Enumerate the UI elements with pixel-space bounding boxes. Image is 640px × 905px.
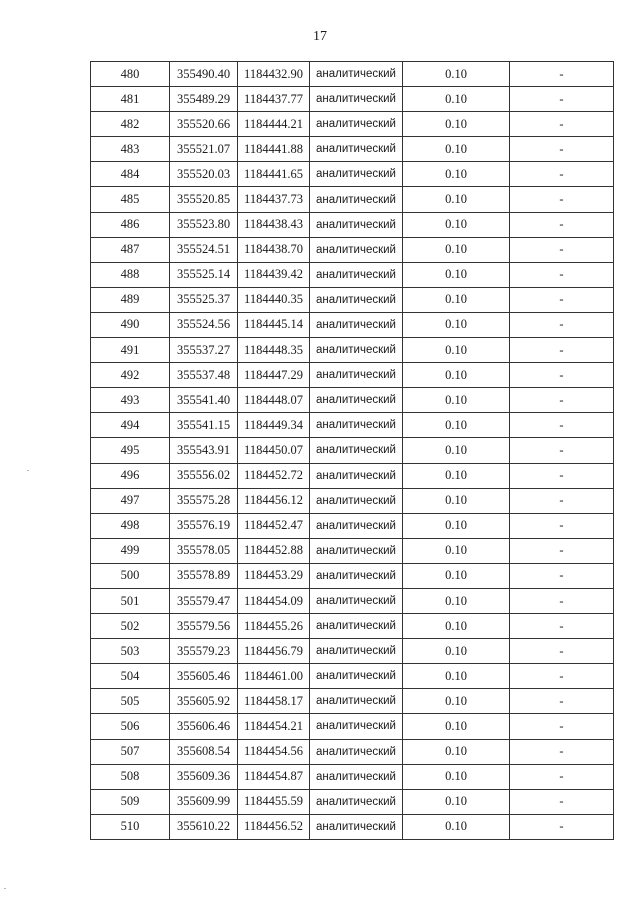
point-number-cell: 500: [91, 563, 170, 588]
point-number-cell: 491: [91, 338, 170, 363]
coordinates-table: [90, 61, 614, 840]
method-cell: аналитический: [310, 162, 403, 187]
y-coordinate-cell: 1184440.35: [238, 287, 310, 312]
point-number-cell: 480: [91, 62, 170, 87]
accuracy-cell: 0.10: [403, 814, 510, 839]
y-coordinate-cell: 1184437.77: [238, 87, 310, 112]
point-number-cell: 505: [91, 689, 170, 714]
note-cell: -: [510, 764, 614, 789]
accuracy-cell: 0.10: [403, 614, 510, 639]
y-coordinate-cell: 1184452.47: [238, 513, 310, 538]
table-row: [91, 413, 614, 438]
method-cell: аналитический: [310, 588, 403, 613]
note-cell: -: [510, 62, 614, 87]
table-row: [91, 789, 614, 814]
y-coordinate-cell: 1184447.29: [238, 363, 310, 388]
note-cell: -: [510, 463, 614, 488]
point-number-cell: 489: [91, 287, 170, 312]
accuracy-cell: 0.10: [403, 714, 510, 739]
x-coordinate-cell: 355520.66: [170, 112, 238, 137]
x-coordinate-cell: 355537.27: [170, 338, 238, 363]
method-cell: аналитический: [310, 463, 403, 488]
point-number-cell: 499: [91, 538, 170, 563]
method-cell: аналитический: [310, 338, 403, 363]
y-coordinate-cell: 1184452.72: [238, 463, 310, 488]
method-cell: аналитический: [310, 664, 403, 689]
table-row: [91, 87, 614, 112]
table-body: [91, 62, 614, 840]
accuracy-cell: 0.10: [403, 312, 510, 337]
y-coordinate-cell: 1184456.79: [238, 639, 310, 664]
note-cell: -: [510, 513, 614, 538]
y-coordinate-cell: 1184452.88: [238, 538, 310, 563]
point-number-cell: 483: [91, 137, 170, 162]
method-cell: аналитический: [310, 262, 403, 287]
accuracy-cell: 0.10: [403, 338, 510, 363]
page-number: 17: [313, 29, 327, 44]
note-cell: -: [510, 262, 614, 287]
x-coordinate-cell: 355556.02: [170, 463, 238, 488]
x-coordinate-cell: 355489.29: [170, 87, 238, 112]
point-number-cell: 482: [91, 112, 170, 137]
y-coordinate-cell: 1184449.34: [238, 413, 310, 438]
point-number-cell: 503: [91, 639, 170, 664]
method-cell: аналитический: [310, 363, 403, 388]
accuracy-cell: 0.10: [403, 789, 510, 814]
table-row: [91, 538, 614, 563]
accuracy-cell: 0.10: [403, 739, 510, 764]
point-number-cell: 496: [91, 463, 170, 488]
table-row: [91, 664, 614, 689]
x-coordinate-cell: 355576.19: [170, 513, 238, 538]
y-coordinate-cell: 1184458.17: [238, 689, 310, 714]
table-row: [91, 714, 614, 739]
x-coordinate-cell: 355578.89: [170, 563, 238, 588]
note-cell: -: [510, 187, 614, 212]
y-coordinate-cell: 1184454.09: [238, 588, 310, 613]
y-coordinate-cell: 1184455.59: [238, 789, 310, 814]
method-cell: аналитический: [310, 112, 403, 137]
table-row: [91, 614, 614, 639]
y-coordinate-cell: 1184432.90: [238, 62, 310, 87]
point-number-cell: 498: [91, 513, 170, 538]
table-row: [91, 363, 614, 388]
point-number-cell: 502: [91, 614, 170, 639]
x-coordinate-cell: 355609.99: [170, 789, 238, 814]
x-coordinate-cell: 355541.40: [170, 388, 238, 413]
note-cell: -: [510, 338, 614, 363]
point-number-cell: 493: [91, 388, 170, 413]
note-cell: -: [510, 287, 614, 312]
method-cell: аналитический: [310, 789, 403, 814]
table-row: [91, 639, 614, 664]
method-cell: аналитический: [310, 614, 403, 639]
accuracy-cell: 0.10: [403, 563, 510, 588]
x-coordinate-cell: 355543.91: [170, 438, 238, 463]
y-coordinate-cell: 1184444.21: [238, 112, 310, 137]
note-cell: -: [510, 388, 614, 413]
method-cell: аналитический: [310, 237, 403, 262]
method-cell: аналитический: [310, 388, 403, 413]
point-number-cell: 486: [91, 212, 170, 237]
table-row: [91, 62, 614, 87]
x-coordinate-cell: 355610.22: [170, 814, 238, 839]
method-cell: аналитический: [310, 488, 403, 513]
y-coordinate-cell: 1184441.88: [238, 137, 310, 162]
point-number-cell: 490: [91, 312, 170, 337]
note-cell: -: [510, 739, 614, 764]
note-cell: -: [510, 814, 614, 839]
x-coordinate-cell: 355608.54: [170, 739, 238, 764]
x-coordinate-cell: 355609.36: [170, 764, 238, 789]
table-row: [91, 739, 614, 764]
table-row: [91, 187, 614, 212]
accuracy-cell: 0.10: [403, 388, 510, 413]
note-cell: -: [510, 137, 614, 162]
note-cell: -: [510, 112, 614, 137]
y-coordinate-cell: 1184438.43: [238, 212, 310, 237]
x-coordinate-cell: 355605.46: [170, 664, 238, 689]
y-coordinate-cell: 1184454.87: [238, 764, 310, 789]
note-cell: -: [510, 563, 614, 588]
method-cell: аналитический: [310, 212, 403, 237]
table-row: [91, 287, 614, 312]
accuracy-cell: 0.10: [403, 413, 510, 438]
accuracy-cell: 0.10: [403, 187, 510, 212]
y-coordinate-cell: 1184445.14: [238, 312, 310, 337]
accuracy-cell: 0.10: [403, 112, 510, 137]
table-row: [91, 212, 614, 237]
point-number-cell: 510: [91, 814, 170, 839]
point-number-cell: 488: [91, 262, 170, 287]
table-row: [91, 689, 614, 714]
accuracy-cell: 0.10: [403, 488, 510, 513]
x-coordinate-cell: 355524.51: [170, 237, 238, 262]
table-row: [91, 513, 614, 538]
method-cell: аналитический: [310, 513, 403, 538]
accuracy-cell: 0.10: [403, 588, 510, 613]
point-number-cell: 508: [91, 764, 170, 789]
method-cell: аналитический: [310, 413, 403, 438]
note-cell: -: [510, 438, 614, 463]
method-cell: аналитический: [310, 689, 403, 714]
accuracy-cell: 0.10: [403, 664, 510, 689]
x-coordinate-cell: 355578.05: [170, 538, 238, 563]
method-cell: аналитический: [310, 739, 403, 764]
y-coordinate-cell: 1184455.26: [238, 614, 310, 639]
point-number-cell: 484: [91, 162, 170, 187]
method-cell: аналитический: [310, 538, 403, 563]
method-cell: аналитический: [310, 438, 403, 463]
x-coordinate-cell: 355520.03: [170, 162, 238, 187]
note-cell: -: [510, 639, 614, 664]
note-cell: -: [510, 588, 614, 613]
accuracy-cell: 0.10: [403, 137, 510, 162]
x-coordinate-cell: 355606.46: [170, 714, 238, 739]
note-cell: -: [510, 212, 614, 237]
x-coordinate-cell: 355575.28: [170, 488, 238, 513]
y-coordinate-cell: 1184450.07: [238, 438, 310, 463]
y-coordinate-cell: 1184439.42: [238, 262, 310, 287]
x-coordinate-cell: 355525.37: [170, 287, 238, 312]
method-cell: аналитический: [310, 714, 403, 739]
x-coordinate-cell: 355520.85: [170, 187, 238, 212]
point-number-cell: 494: [91, 413, 170, 438]
y-coordinate-cell: 1184456.12: [238, 488, 310, 513]
method-cell: аналитический: [310, 764, 403, 789]
point-number-cell: 501: [91, 588, 170, 613]
x-coordinate-cell: 355521.07: [170, 137, 238, 162]
method-cell: аналитический: [310, 563, 403, 588]
table-row: [91, 488, 614, 513]
x-coordinate-cell: 355537.48: [170, 363, 238, 388]
table-row: [91, 137, 614, 162]
method-cell: аналитический: [310, 287, 403, 312]
y-coordinate-cell: 1184437.73: [238, 187, 310, 212]
table-row: [91, 588, 614, 613]
table-row: [91, 112, 614, 137]
scan-speck: [4, 888, 6, 889]
method-cell: аналитический: [310, 87, 403, 112]
table-row: [91, 463, 614, 488]
scan-speck: [27, 470, 29, 471]
note-cell: -: [510, 162, 614, 187]
table-row: [91, 814, 614, 839]
x-coordinate-cell: 355523.80: [170, 212, 238, 237]
accuracy-cell: 0.10: [403, 212, 510, 237]
table-row: [91, 438, 614, 463]
table-row: [91, 388, 614, 413]
method-cell: аналитический: [310, 187, 403, 212]
x-coordinate-cell: 355525.14: [170, 262, 238, 287]
point-number-cell: 487: [91, 237, 170, 262]
accuracy-cell: 0.10: [403, 87, 510, 112]
note-cell: -: [510, 312, 614, 337]
accuracy-cell: 0.10: [403, 538, 510, 563]
point-number-cell: 507: [91, 739, 170, 764]
table-row: [91, 312, 614, 337]
point-number-cell: 506: [91, 714, 170, 739]
table-row: [91, 262, 614, 287]
x-coordinate-cell: 355579.47: [170, 588, 238, 613]
accuracy-cell: 0.10: [403, 463, 510, 488]
x-coordinate-cell: 355579.23: [170, 639, 238, 664]
table-row: [91, 764, 614, 789]
point-number-cell: 509: [91, 789, 170, 814]
y-coordinate-cell: 1184454.56: [238, 739, 310, 764]
note-cell: -: [510, 237, 614, 262]
note-cell: -: [510, 664, 614, 689]
y-coordinate-cell: 1184461.00: [238, 664, 310, 689]
table-row: [91, 237, 614, 262]
method-cell: аналитический: [310, 639, 403, 664]
method-cell: аналитический: [310, 814, 403, 839]
x-coordinate-cell: 355579.56: [170, 614, 238, 639]
accuracy-cell: 0.10: [403, 162, 510, 187]
accuracy-cell: 0.10: [403, 62, 510, 87]
y-coordinate-cell: 1184456.52: [238, 814, 310, 839]
y-coordinate-cell: 1184448.35: [238, 338, 310, 363]
y-coordinate-cell: 1184441.65: [238, 162, 310, 187]
point-number-cell: 495: [91, 438, 170, 463]
accuracy-cell: 0.10: [403, 764, 510, 789]
note-cell: -: [510, 413, 614, 438]
accuracy-cell: 0.10: [403, 639, 510, 664]
x-coordinate-cell: 355524.56: [170, 312, 238, 337]
method-cell: аналитический: [310, 62, 403, 87]
table-row: [91, 563, 614, 588]
table-row: [91, 338, 614, 363]
accuracy-cell: 0.10: [403, 689, 510, 714]
note-cell: -: [510, 538, 614, 563]
accuracy-cell: 0.10: [403, 262, 510, 287]
point-number-cell: 485: [91, 187, 170, 212]
accuracy-cell: 0.10: [403, 363, 510, 388]
note-cell: -: [510, 689, 614, 714]
method-cell: аналитический: [310, 137, 403, 162]
accuracy-cell: 0.10: [403, 237, 510, 262]
point-number-cell: 497: [91, 488, 170, 513]
note-cell: -: [510, 789, 614, 814]
x-coordinate-cell: 355605.92: [170, 689, 238, 714]
y-coordinate-cell: 1184453.29: [238, 563, 310, 588]
point-number-cell: 492: [91, 363, 170, 388]
x-coordinate-cell: 355541.15: [170, 413, 238, 438]
note-cell: -: [510, 614, 614, 639]
x-coordinate-cell: 355490.40: [170, 62, 238, 87]
note-cell: -: [510, 363, 614, 388]
method-cell: аналитический: [310, 312, 403, 337]
note-cell: -: [510, 714, 614, 739]
y-coordinate-cell: 1184438.70: [238, 237, 310, 262]
accuracy-cell: 0.10: [403, 513, 510, 538]
point-number-cell: 481: [91, 87, 170, 112]
y-coordinate-cell: 1184454.21: [238, 714, 310, 739]
accuracy-cell: 0.10: [403, 438, 510, 463]
accuracy-cell: 0.10: [403, 287, 510, 312]
note-cell: -: [510, 87, 614, 112]
point-number-cell: 504: [91, 664, 170, 689]
table-row: [91, 162, 614, 187]
y-coordinate-cell: 1184448.07: [238, 388, 310, 413]
note-cell: -: [510, 488, 614, 513]
